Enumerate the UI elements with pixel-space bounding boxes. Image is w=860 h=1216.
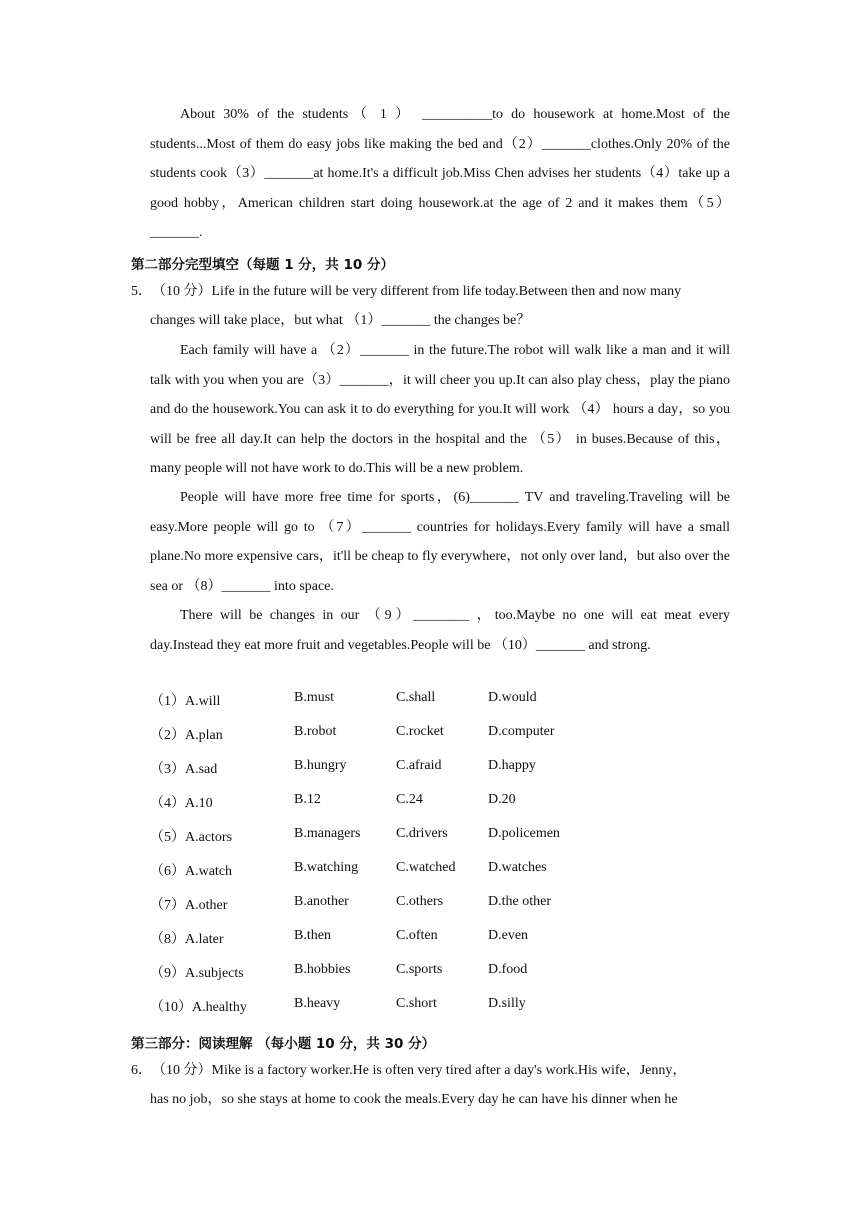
- q5-intro-line: [131, 277, 731, 307]
- q6-intro: （10 分）Mike is a factory worker.He is often very tired after a day's work.His wife，Jenny，: [152, 1063, 687, 1078]
- q5-intro: （10 分）Life in the future will be very different from life today.Between then and now many: [152, 284, 682, 299]
- option-b: B.managers: [294, 826, 361, 841]
- option-c: C.afraid: [396, 758, 442, 773]
- option-a: （5）A.actors: [150, 830, 233, 845]
- option-a: （9）A.subjects: [150, 966, 244, 981]
- option-row: [150, 962, 650, 996]
- option-d: D.policemen: [488, 826, 560, 841]
- q6-intro-cont: has no job，so she stays at home to cook the meals.Every day he can have his dinner when he: [150, 1092, 678, 1107]
- option-row: [150, 724, 650, 758]
- option-c: C.rocket: [396, 724, 444, 739]
- option-b: B.robot: [294, 724, 337, 739]
- option-d: D.food: [488, 962, 528, 977]
- option-c: C.sports: [396, 962, 443, 977]
- option-a: （2）A.plan: [150, 728, 223, 743]
- option-a: （10）A.healthy: [150, 1000, 247, 1015]
- option-b: B.12: [294, 792, 321, 807]
- q5-paragraph-1: Each family will have a （2）_______ in the future.The robot will walk like a man and it will talk with you when you are（3）_______，it will cheer you up.It can also play chess，play the piano and do the housework.You can ask it to do everything for you.It will work （4） hours a day，so you will be free all day.It can help the doctors in the hospital and the （5） in buses.Because of this，many people will not have work to do.This will be a new problem.: [150, 343, 730, 476]
- q6-number: 6．: [131, 1063, 152, 1078]
- option-b: B.heavy: [294, 996, 341, 1011]
- option-row: [150, 928, 650, 962]
- q6-intro-line: [131, 1056, 731, 1086]
- option-d: D.silly: [488, 996, 526, 1011]
- option-c: C.24: [396, 792, 423, 807]
- option-row: [150, 860, 650, 894]
- option-c: C.short: [396, 996, 437, 1011]
- option-row: [150, 996, 650, 1030]
- option-b: B.must: [294, 690, 335, 705]
- option-d: D.computer: [488, 724, 555, 739]
- option-row: [150, 758, 650, 792]
- section2-title: 第二部分完型填空（每题 1 分，共 10 分）: [131, 257, 394, 273]
- q5-intro-cont: changes will take place，but what （1）_______ the changes be？: [150, 313, 531, 328]
- option-c: C.shall: [396, 690, 436, 705]
- option-d: D.watches: [488, 860, 547, 875]
- option-row: [150, 826, 650, 860]
- option-a: （4）A.10: [150, 796, 213, 811]
- option-d: D.even: [488, 928, 529, 943]
- option-c: C.drivers: [396, 826, 448, 841]
- option-row: [150, 894, 650, 928]
- option-c: C.watched: [396, 860, 456, 875]
- option-b: B.watching: [294, 860, 359, 875]
- option-a: （1）A.will: [150, 694, 221, 709]
- option-b: B.hobbies: [294, 962, 351, 977]
- option-a: （7）A.other: [150, 898, 228, 913]
- option-b: B.another: [294, 894, 349, 909]
- option-d: D.would: [488, 690, 537, 705]
- section3-title: 第三部分：阅读理解 （每小题 10 分，共 30 分）: [131, 1036, 436, 1052]
- option-b: B.hungry: [294, 758, 347, 773]
- option-b: B.then: [294, 928, 331, 943]
- q5-paragraph-3: There will be changes in our （9）________ ，too.Maybe no one will eat meat every day.Instead they eat more fruit and vegetables.People will be （10）_______ and strong.: [150, 608, 730, 653]
- option-d: D.the other: [488, 894, 551, 909]
- q5-paragraph-2: People will have more free time for sports，(6)_______ TV and traveling.Traveling will be easy.More people will go to （7）_______ countries for holidays.Every family will have a small plane.No more expensive cars，it'll be cheap to fly everywhere，not only over land，but also over the sea or （8）_______ into space.: [150, 490, 730, 594]
- option-c: C.others: [396, 894, 444, 909]
- option-d: D.happy: [488, 758, 536, 773]
- q5-number: 5．: [131, 284, 152, 299]
- option-a: （8）A.later: [150, 932, 224, 947]
- option-c: C.often: [396, 928, 438, 943]
- option-a: （3）A.sad: [150, 762, 218, 777]
- option-a: （6）A.watch: [150, 864, 233, 879]
- option-row: [150, 792, 650, 826]
- option-d: D.20: [488, 792, 516, 807]
- option-row: [150, 690, 650, 724]
- passage-prev: About 30% of the students（ 1 ） __________to do housework at home.Most of the students...Most of them do easy jobs like making the bed and（2）_______clothes.Only 20% of the students cook（3）_______at home.It's a difficult job.Miss Chen advises her students（4）take up a good hobby，American children start doing housework.at the age of 2 and it makes them（5）_______.: [150, 107, 730, 240]
